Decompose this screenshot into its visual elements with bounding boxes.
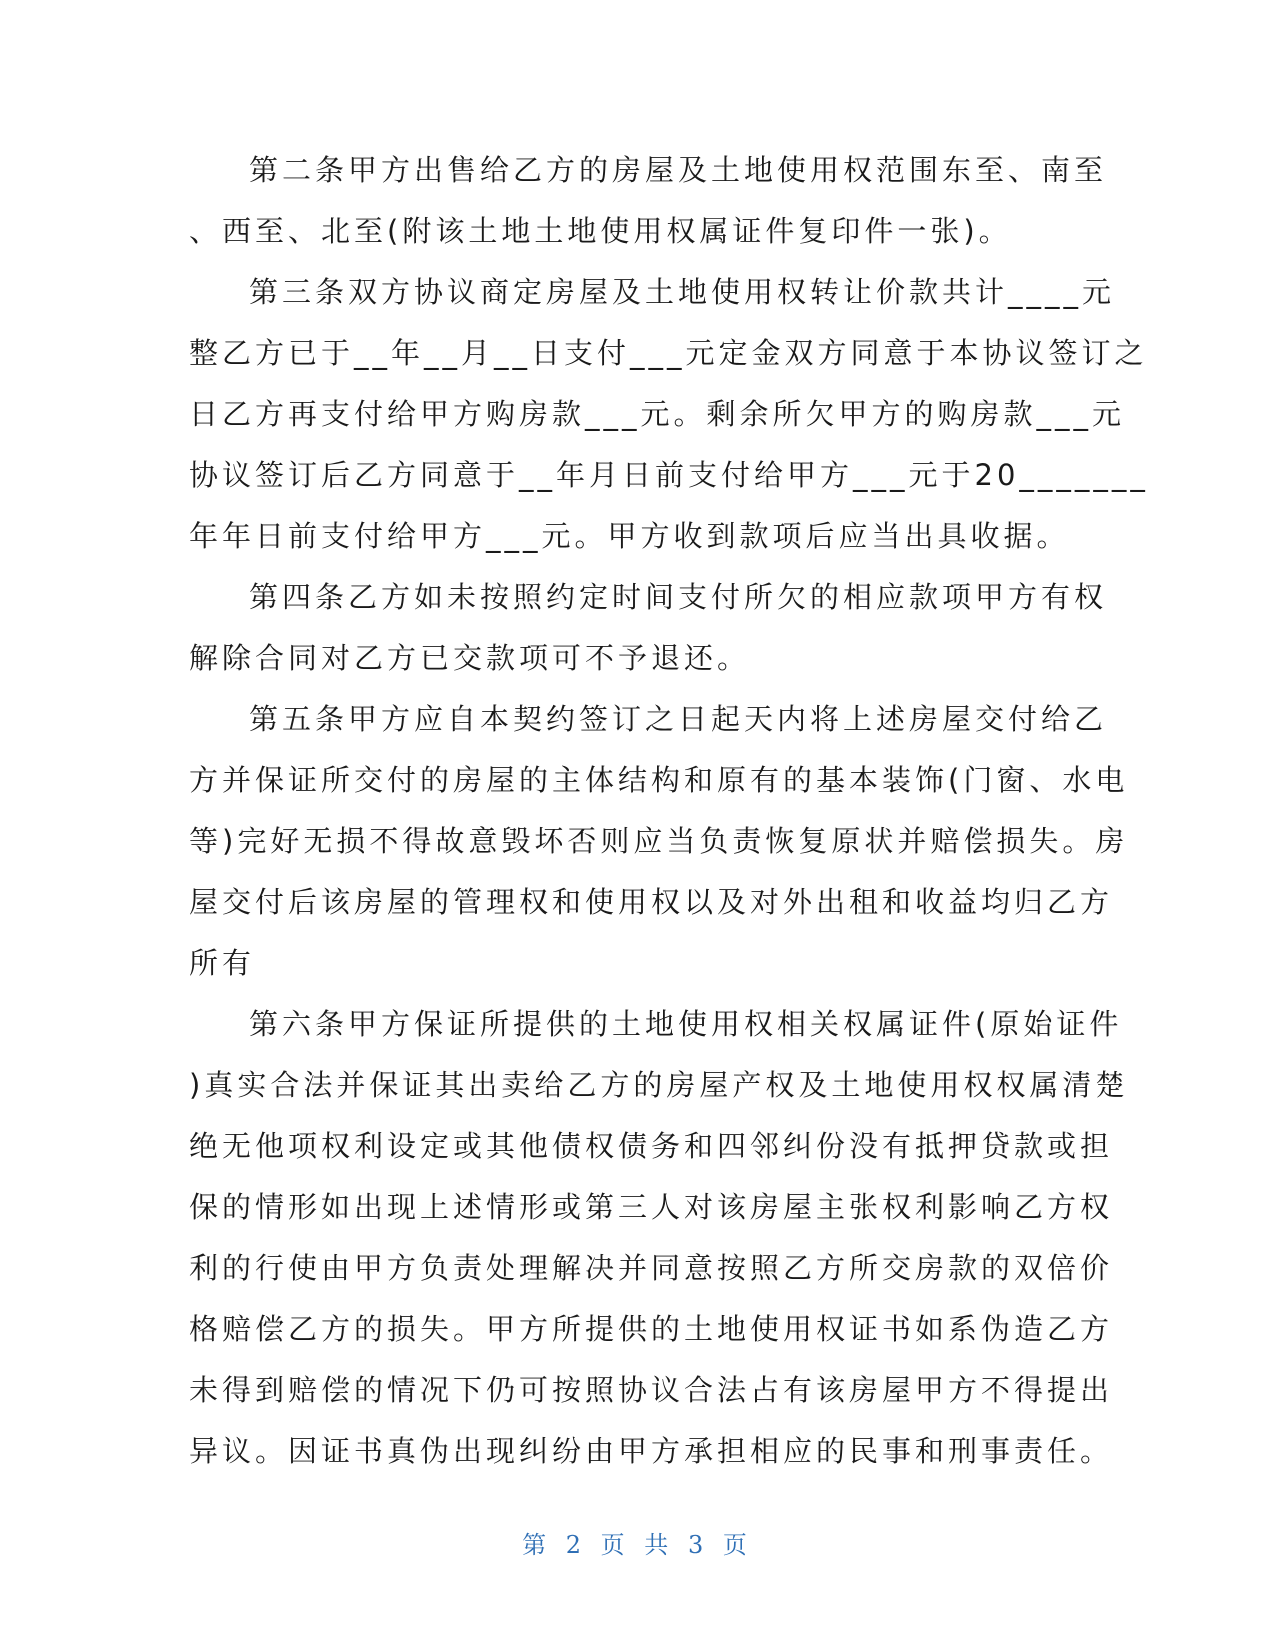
paragraph-line: 屋交付后该房屋的管理权和使用权以及对外出租和收益均归乙方 [189, 885, 1114, 919]
paragraph-line: 年年日前支付给甲方___元。甲方收到款项后应当出具收据。 [189, 519, 1070, 553]
paragraph-line: 利的行使由甲方负责处理解决并同意按照乙方所交房款的双倍价 [189, 1251, 1114, 1285]
paragraph-line: 、西至、北至(附该土地土地使用权属证件复印件一张)。 [189, 214, 1012, 248]
paragraph-line: 协议签订后乙方同意于__年月日前支付给甲方___元于20_______ [189, 458, 1149, 492]
paragraph-line: 方并保证所交付的房屋的主体结构和原有的基本装饰(门窗、水电 [189, 763, 1129, 797]
paragraph-line: 整乙方已于__年__月__日支付___元定金双方同意于本协议签订之 [189, 336, 1148, 370]
page-number-footer: 第 2 页 共 3 页 [522, 1531, 753, 1559]
paragraph-line: 第三条双方协议商定房屋及土地使用权转让价款共计____元 [249, 275, 1116, 309]
document-body [189, 140, 1149, 1482]
paragraph-line: 未得到赔偿的情况下仍可按照协议合法占有该房屋甲方不得提出 [189, 1373, 1114, 1407]
paragraph-line: 绝无他项权利设定或其他债权债务和四邻纠份没有抵押贷款或担 [189, 1129, 1114, 1163]
paragraph-line: 第二条甲方出售给乙方的房屋及土地使用权范围东至、南至 [249, 153, 1108, 187]
paragraph-line: )真实合法并保证其出卖给乙方的房屋产权及土地使用权权属清楚 [189, 1068, 1129, 1102]
paragraph-line: 日乙方再支付给甲方购房款___元。剩余所欠甲方的购房款___元 [189, 397, 1126, 431]
paragraph-article-3 [189, 262, 1149, 567]
paragraph-line: 等)完好无损不得故意毁坏否则应当负责恢复原状并赔偿损失。房 [189, 824, 1129, 858]
paragraph-line: 保的情形如出现上述情形或第三人对该房屋主张权利影响乙方权 [189, 1190, 1114, 1224]
paragraph-article-4 [189, 567, 1108, 689]
paragraph-article-5 [189, 689, 1129, 994]
paragraph-line: 解除合同对乙方已交款项可不予退还。 [189, 641, 751, 675]
paragraph-line: 第六条甲方保证所提供的土地使用权相关权属证件(原始证件 [249, 1007, 1123, 1041]
paragraph-article-2 [189, 140, 1108, 262]
paragraph-line: 格赔偿乙方的损失。甲方所提供的土地使用权证书如系伪造乙方 [189, 1312, 1114, 1346]
paragraph-line: 第五条甲方应自本契约签订之日起天内将上述房屋交付给乙 [249, 702, 1108, 736]
paragraph-line: 所有 [189, 946, 256, 980]
paragraph-line: 异议。因证书真伪出现纠纷由甲方承担相应的民事和刑事责任。 [189, 1434, 1114, 1468]
paragraph-article-6 [189, 994, 1129, 1482]
paragraph-line: 第四条乙方如未按照约定时间支付所欠的相应款项甲方有权 [249, 580, 1108, 614]
